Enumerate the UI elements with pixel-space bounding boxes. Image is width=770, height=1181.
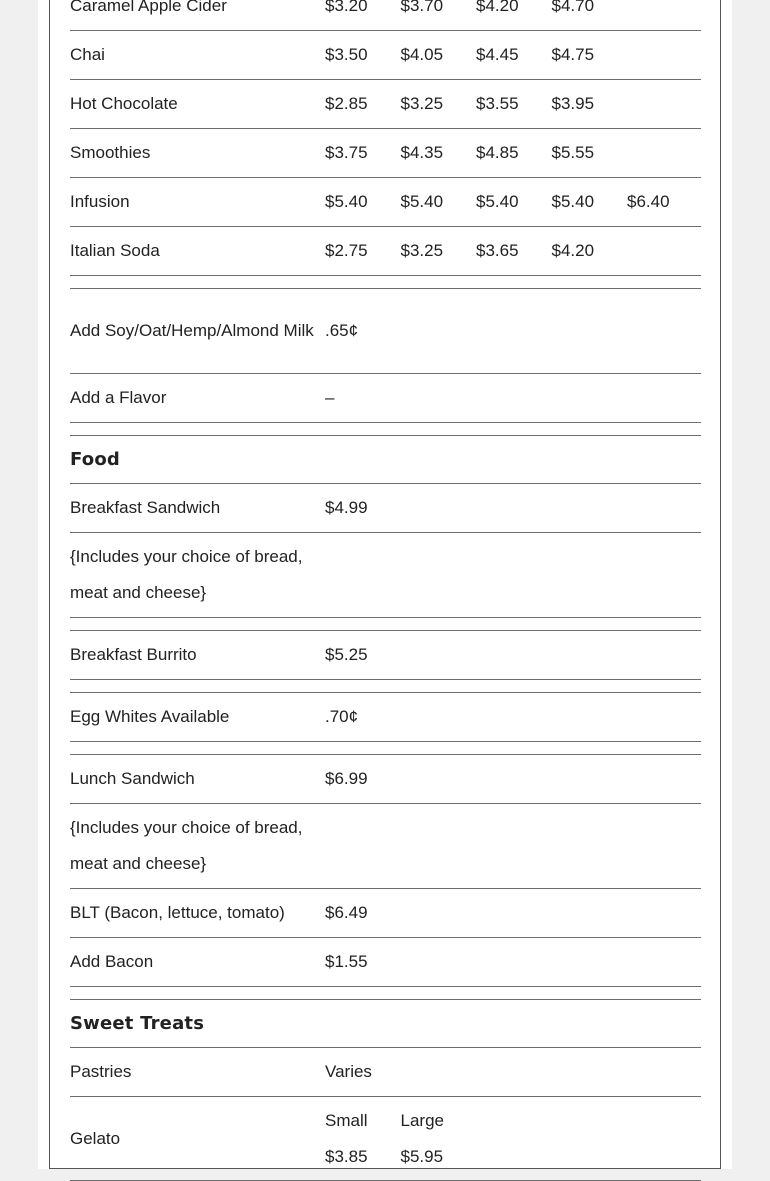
menu-table <box>70 0 701 1181</box>
item-price: $3.75 <box>325 143 368 162</box>
item-name: Hot Chocolate <box>70 94 178 113</box>
item-price: $3.70 <box>400 0 444 15</box>
item-name: Egg Whites Available <box>70 707 230 726</box>
item-price: $3.25 <box>400 241 444 260</box>
item-price: .65¢ <box>325 321 359 340</box>
item-price: $3.55 <box>476 94 519 113</box>
table-spacer <box>70 742 701 755</box>
gelato-large <box>401 1103 477 1175</box>
item-price: $5.40 <box>476 192 519 211</box>
table-row <box>70 289 701 374</box>
item-price: $3.50 <box>325 45 368 64</box>
table-spacer <box>70 423 701 436</box>
table-row <box>70 374 701 423</box>
item-price: $4.99 <box>325 498 368 517</box>
item-name: Add Bacon <box>70 952 154 971</box>
table-spacer <box>70 680 701 693</box>
item-price: .70¢ <box>325 707 359 726</box>
item-price: $3.65 <box>476 241 519 260</box>
item-price: $4.05 <box>400 45 444 64</box>
item-price: $4.20 <box>551 241 595 260</box>
page <box>38 0 732 1169</box>
size-label: Large <box>400 1110 444 1130</box>
table-row <box>70 693 701 742</box>
menu-content-frame <box>49 0 721 1169</box>
item-price: $6.40 <box>627 192 670 211</box>
item-price: $4.35 <box>400 143 444 162</box>
item-name: Add Soy/Oat/Hemp/Almond Milk <box>70 321 314 340</box>
item-price: $5.25 <box>325 645 368 664</box>
table-row <box>70 1097 701 1181</box>
item-name: Caramel Apple Cider <box>70 0 227 15</box>
item-price: $5.40 <box>325 192 368 211</box>
table-row <box>70 484 701 533</box>
item-price: $2.75 <box>325 241 368 260</box>
item-price: $5.95 <box>400 1146 444 1166</box>
item-name: Italian Soda <box>70 241 160 260</box>
item-price: $3.95 <box>551 94 595 113</box>
item-name: BLT (Bacon, lettuce, tomato) <box>70 903 285 922</box>
table-row <box>70 80 701 129</box>
table-row <box>70 1048 701 1097</box>
item-price: $4.45 <box>476 45 519 64</box>
item-price: $5.40 <box>551 192 595 211</box>
gelato-small <box>325 1103 401 1175</box>
table-row <box>70 533 701 618</box>
table-row <box>70 938 701 987</box>
item-price: $3.25 <box>400 94 444 113</box>
item-name: Breakfast Burrito <box>70 645 197 664</box>
table-row <box>70 755 701 804</box>
section-heading-food: Food <box>70 436 701 484</box>
item-name: Pastries <box>70 1062 132 1081</box>
item-price: $5.55 <box>551 143 595 162</box>
item-price: $3.20 <box>325 0 368 15</box>
item-note: {Includes your choice of bread, meat and cheese} <box>70 547 303 602</box>
table-row <box>70 129 701 178</box>
table-row <box>70 31 701 80</box>
table-row <box>70 889 701 938</box>
item-price: $3.85 <box>325 1146 368 1166</box>
item-price: – <box>325 388 335 407</box>
item-name: Add a Flavor <box>70 388 167 407</box>
item-price: $4.20 <box>476 0 519 15</box>
item-name: Gelato <box>70 1128 121 1148</box>
table-row <box>70 631 701 680</box>
item-price: $1.55 <box>325 952 368 971</box>
table-row <box>70 178 701 227</box>
table-row <box>70 227 701 276</box>
table-row <box>70 804 701 889</box>
item-price: Varies <box>325 1062 372 1081</box>
item-name: Infusion <box>70 192 130 211</box>
item-price: $5.40 <box>400 192 444 211</box>
item-name: Smoothies <box>70 143 151 162</box>
size-label: Small <box>325 1110 368 1130</box>
item-price: $2.85 <box>325 94 368 113</box>
table-spacer <box>70 276 701 289</box>
item-name: Breakfast Sandwich <box>70 498 221 517</box>
item-price: $4.75 <box>551 45 595 64</box>
item-price: $6.99 <box>325 769 368 788</box>
item-price: $6.49 <box>325 903 368 922</box>
item-name: Chai <box>70 45 105 64</box>
table-row <box>70 0 701 31</box>
item-name: Lunch Sandwich <box>70 769 195 788</box>
table-spacer <box>70 618 701 631</box>
item-price: $4.70 <box>551 0 595 15</box>
item-price: $4.85 <box>476 143 519 162</box>
section-heading-sweet-treats: Sweet Treats <box>70 1000 701 1048</box>
item-note: {Includes your choice of bread, meat and cheese} <box>70 818 303 873</box>
table-spacer <box>70 987 701 1000</box>
